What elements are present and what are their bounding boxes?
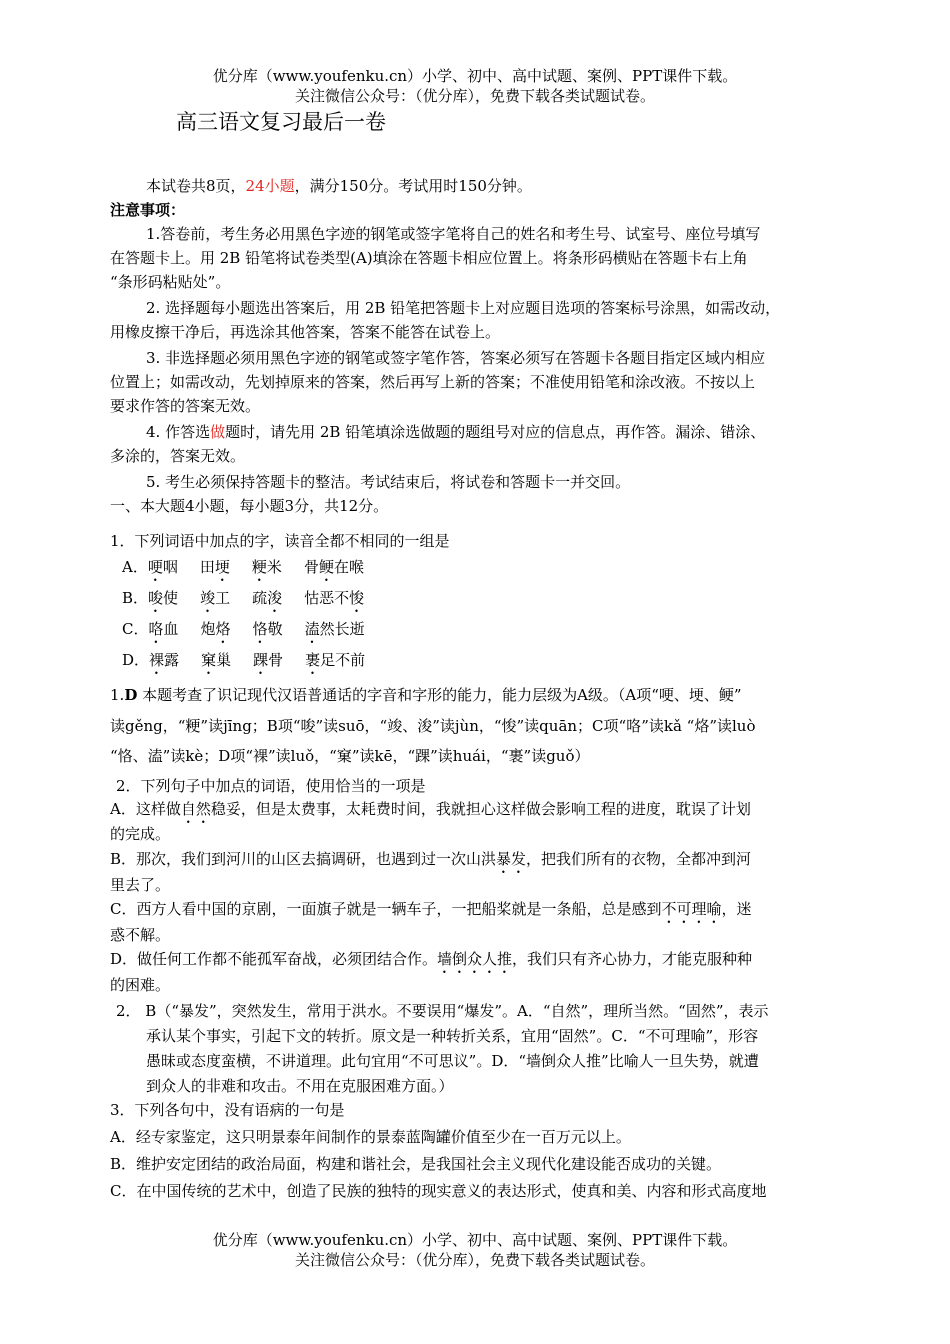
dotted-char: 竣 — [200, 589, 216, 607]
option-word — [149, 650, 179, 678]
word-part: 工 — [215, 589, 231, 607]
option-label: D． — [122, 651, 150, 669]
q2-option-d-cont: 的困难。 — [110, 976, 171, 994]
q1-answer-number: 1. — [110, 686, 125, 704]
section-heading: 一、本大题4小题，每小题3分，共12分。 — [110, 497, 389, 515]
q1-explain: “恪、溘”读kè；D项“裸”读luǒ，“窠”读kē，“踝”读huái，“裹”读guǒ） — [110, 747, 590, 765]
notice-line: 位置上；如需改动，先划掉原来的答案，然后再写上新的答案；不准使用铅笔和涂改液。不按以上 — [110, 373, 756, 391]
q2-option-b — [110, 849, 751, 877]
q2-option-c-cont: 惑不解。 — [110, 926, 171, 944]
dotted-char: 哽 — [147, 558, 163, 576]
intro-a: 本试卷共8页， — [146, 177, 246, 195]
intro-c: ，满分150分。考试用时150分钟。 — [294, 177, 532, 195]
q1-explain: 本题考查了识记现代汉语普通话的字音和字形的能力，能力层级为A级。（A项“哽、埂、鲠” — [137, 686, 742, 704]
dotted-char: 溘 — [304, 620, 320, 638]
option-word — [200, 588, 230, 616]
dotted-char: 裹 — [305, 651, 321, 669]
option-label: B． — [122, 589, 149, 607]
word-part: 使 — [163, 589, 179, 607]
word-part: 然长逝 — [319, 620, 365, 638]
text: 稳妥，但是太费事，太耗费时间，我就担心这样做会影响工程的进度，耽误了计划 — [210, 800, 751, 818]
q1-option — [122, 588, 386, 616]
option-word — [305, 650, 365, 678]
text: B．那次，我们到河川的山区去搞调研，也遇到过一次山洪 — [110, 850, 497, 868]
q2-option-c — [110, 899, 752, 927]
q1-explain: 读gěng，“粳”读jīng；B项“唆”读suō，“竣、浚”读jùn，“悛”读quān；C项“咯”读kǎ “烙”读luò — [110, 717, 756, 735]
dotted-char: 踝 — [253, 651, 269, 669]
option-label: A． — [122, 558, 148, 576]
word-part: 敬 — [267, 620, 283, 638]
q3-option-a: A．经专家鉴定，这只明景泰年间制作的景泰蓝陶罐价值至少在一百万元以上。 — [110, 1128, 631, 1146]
option-word — [305, 619, 365, 647]
option-word — [252, 588, 282, 616]
text: ，我们只有齐心协力，才能克服种种 — [512, 950, 753, 968]
header-line-1: 优分库（www.youfenku.cn）小学、初中、高中试题、案例、PPT课件下载。 — [212, 67, 738, 85]
word-part: 骨 — [268, 651, 284, 669]
option-word — [252, 557, 282, 585]
dotted-char: 唆 — [148, 589, 164, 607]
notice-line: 3. 非选择题必须用黑色字迹的钢笔或签字笔作答，答案必须写在答题卡各题目指定区域内相应 — [146, 349, 766, 367]
q1-stem: 1．下列词语中加点的字，读音全都不相同的一组是 — [110, 532, 450, 550]
dotted-char: 咯 — [148, 620, 164, 638]
notice-line-4 — [146, 422, 765, 442]
notice4-a: 4. 作答选 — [146, 423, 211, 441]
notice-heading: 注意事项： — [110, 201, 186, 219]
dotted-char: 裸 — [149, 651, 165, 669]
word-part: 露 — [164, 651, 180, 669]
word-part: 在喉 — [333, 558, 364, 576]
notice4-c: 题时，请先用 2B 铅笔填涂选做题的题组号对应的信息点，再作答。漏涂、错涂、 — [225, 423, 766, 441]
footer-line-2: 关注微信公众号：（优分库），免费下载各类试题试卷。 — [294, 1251, 655, 1269]
q3-option-c: C．在中国传统的艺术中，创造了民族的独特的现实意义的表达形式，使真和美、内容和形式高度地 — [110, 1182, 767, 1200]
option-word — [148, 619, 178, 647]
q2-stem: 2．下列句子中加点的词语，使用恰当的一项是 — [116, 777, 426, 795]
option-word — [304, 588, 364, 616]
option-word — [200, 557, 230, 585]
text: ，把我们所有的衣物，全都冲到河 — [526, 850, 752, 868]
dotted-word: 暴发 — [496, 850, 527, 868]
word-part: 疏 — [252, 589, 268, 607]
option-word — [253, 650, 283, 678]
word-part: 血 — [163, 620, 179, 638]
option-word — [148, 557, 178, 585]
q2-option-d — [110, 949, 752, 977]
footer-line-1: 优分库（www.youfenku.cn）小学、初中、高中试题、案例、PPT课件下载。 — [212, 1231, 738, 1249]
word-part: 田 — [199, 558, 215, 576]
intro-question-count: 24小题 — [245, 177, 295, 195]
q1-option — [122, 619, 387, 647]
text: ，迷 — [721, 900, 752, 918]
word-part: 足不前 — [320, 651, 366, 669]
q2-answer: 愚昧或态度蛮横，不讲道理。此句宜用“不可思议”。D．“墙倒众人推”比喻人一旦失势，就遭 — [146, 1052, 759, 1070]
intro-text — [146, 176, 532, 196]
dotted-char: 窠 — [201, 651, 217, 669]
q2-answer: 2． B（“暴发”，突然发生，常用于洪水。不要误用“爆发”。A．“自然”，理所当然。“固然”，表示 — [116, 1002, 769, 1020]
notice-line: 1.答卷前，考生务必用黑色字迹的钢笔或签字笔将自己的姓名和考生号、试室号、座位号填写 — [146, 225, 761, 243]
q3-stem: 3．下列各句中，没有语病的一句是 — [110, 1101, 345, 1119]
dotted-char: 埂 — [214, 558, 230, 576]
q1-option — [122, 650, 387, 678]
word-part: 骨 — [303, 558, 319, 576]
option-word — [201, 619, 231, 647]
text: C．西方人看中国的京剧，一面旗子就是一辆车子，一把船桨就是一条船，总是感到 — [110, 900, 662, 918]
q2-answer: 承认某个事实，引起下文的转折。原文是一种转折关系，宜用“固然”。C．“不可理喻”，形容 — [146, 1027, 759, 1045]
dotted-char: 粳 — [251, 558, 267, 576]
q3-option-b: B．维护安定团结的政治局面，构建和谐社会，是我国社会主义现代化建设能否成功的关键。 — [110, 1155, 722, 1173]
option-word — [253, 619, 283, 647]
dotted-char: 悛 — [349, 589, 365, 607]
text: D．做任何工作都不能孤军奋战，必须团结合作。 — [110, 950, 438, 968]
notice-line: 在答题卡上。用 2B 铅笔将试卷类型(A)填涂在答题卡相应位置上。将条形码横贴在答题卡右上角 — [110, 249, 748, 267]
option-word — [201, 650, 231, 678]
dotted-char: 鲠 — [318, 558, 334, 576]
dotted-word: 墙倒众人推 — [437, 950, 513, 968]
option-label: C． — [122, 620, 149, 638]
notice-line: 2. 选择题每小题选出答案后，用 2B 铅笔把答题卡上对应题目选项的答案标号涂黑，如需改动， — [146, 299, 781, 317]
q1-option — [122, 557, 386, 585]
word-part: 咽 — [162, 558, 178, 576]
notice4-highlight: 做 — [210, 423, 226, 441]
dotted-char: 浚 — [267, 589, 283, 607]
dotted-word: 不可理喻 — [661, 900, 722, 918]
q1-answer-letter: D — [124, 686, 138, 704]
notice-line: 用橡皮擦干净后，再选涂其他答案，答案不能答在试卷上。 — [110, 323, 501, 341]
word-part: 巢 — [216, 651, 232, 669]
dotted-char: 恪 — [252, 620, 268, 638]
dotted-char: 烙 — [215, 620, 231, 638]
page-title: 高三语文复习最后一卷 — [176, 110, 386, 134]
q2-option-a — [110, 799, 751, 827]
word-part: 米 — [266, 558, 282, 576]
option-word — [148, 588, 178, 616]
notice-line: “条形码粘贴处”。 — [110, 273, 231, 291]
q1-answer-line — [110, 685, 742, 705]
header-line-2: 关注微信公众号：（优分库），免费下载各类试题试卷。 — [294, 87, 655, 105]
q2-option-a-cont: 的完成。 — [110, 825, 171, 843]
word-part: 炮 — [200, 620, 216, 638]
dotted-word: 自然 — [180, 800, 211, 818]
notice-line: 要求作答的答案无效。 — [110, 397, 261, 415]
q2-answer: 到众人的非难和攻击。不用在克服困难方面。） — [146, 1077, 454, 1095]
text: A．这样做 — [110, 800, 181, 818]
option-word — [304, 557, 364, 585]
notice-line: 5. 考生必须保持答题卡的整洁。考试结束后，将试卷和答题卡一并交回。 — [146, 473, 631, 491]
notice-line: 多涂的，答案无效。 — [110, 447, 246, 465]
q2-option-b-cont: 里去了。 — [110, 876, 171, 894]
word-part: 怙恶不 — [304, 589, 350, 607]
